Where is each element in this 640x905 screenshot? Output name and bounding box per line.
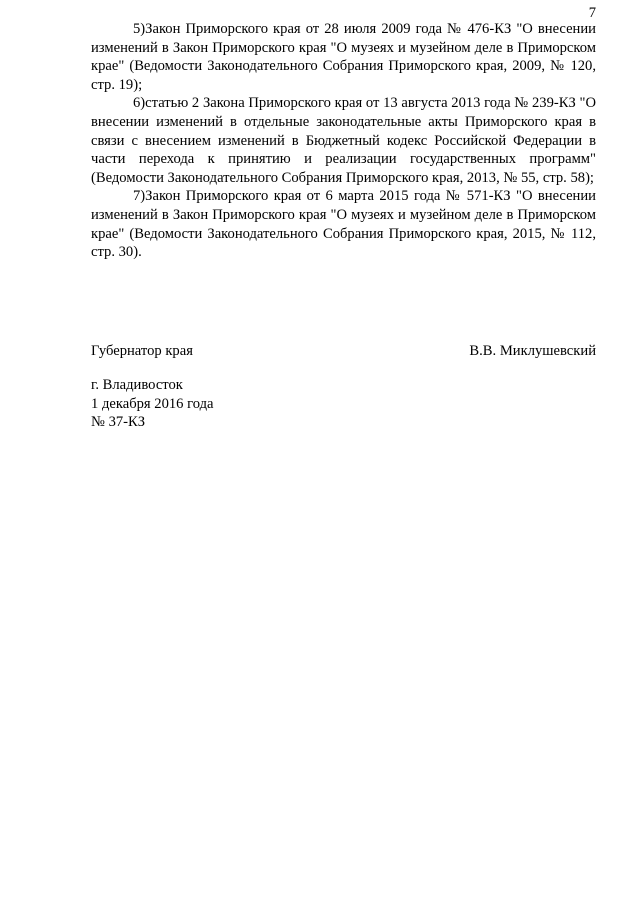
document-body xyxy=(91,20,596,262)
list-item: 6)статью 2 Закона Приморского края от 13 августа 2013 года № 239-КЗ "О внесении изменений в отдельные законодательные акты Приморского края в связи с внесением изменений в Бюджетный кодекс Российской Федерации в части перехода к принятию и реализации государственных программ" (Ведомости Законодательного Собрания Приморского края, 2013, № 55, стр. 58); xyxy=(91,95,596,186)
list-item: 7)Закон Приморского края от 6 марта 2015 года № 571-КЗ "О внесении изменений в Закон Приморского края "О музеях и музейном деле в Приморском крае" (Ведомости Законодательного Собрания Приморского края, 2015, № 112, стр. 30). xyxy=(91,188,596,261)
signatory-name: В.В. Миклушевский xyxy=(469,343,596,359)
city-label: г. Владивосток xyxy=(91,377,183,393)
date-label: 1 декабря 2016 года xyxy=(91,395,214,412)
signatory-title: Губернатор края xyxy=(91,343,193,359)
signature-block xyxy=(91,342,596,361)
page-number: 7 xyxy=(588,5,596,21)
law-number-label: № 37-КЗ xyxy=(91,414,146,431)
document-footer xyxy=(91,376,391,432)
list-item: 5)Закон Приморского края от 28 июля 2009 года № 476-КЗ "О внесении изменений в Закон Приморского края "О музеях и музейном деле в Приморском крае" (Ведомости Законодательного Собрания Приморского края, 2009, № 120, стр. 19); xyxy=(91,21,596,93)
